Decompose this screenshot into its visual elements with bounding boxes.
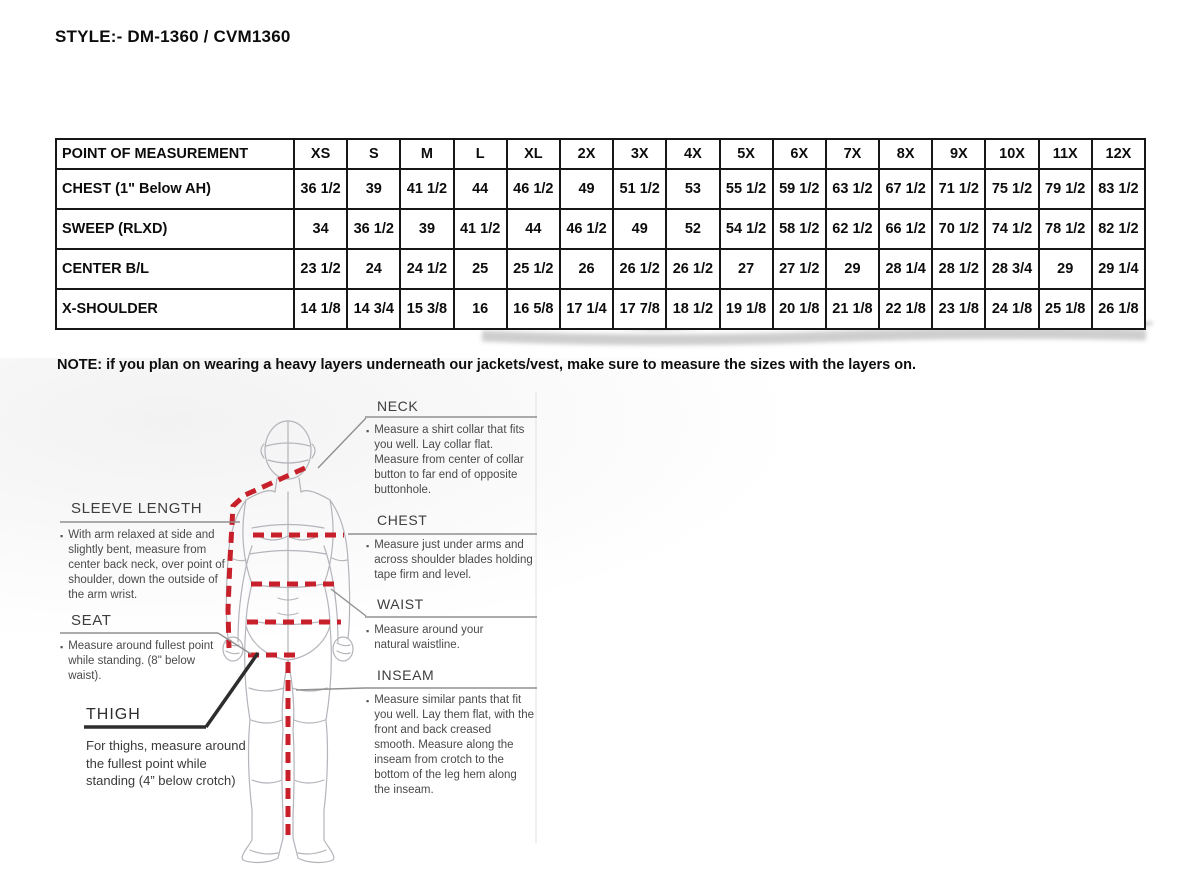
size-column-header: 9X [932,139,985,169]
size-value-cell: 29 1/4 [1092,249,1145,289]
size-value-cell: 62 1/2 [826,209,879,249]
size-value-cell: 24 1/2 [400,249,453,289]
size-value-cell: 53 [666,169,719,209]
size-value-cell: 82 1/2 [1092,209,1145,249]
sleeve-length-heading: SLEEVE LENGTH [71,500,203,517]
size-value-cell: 29 [826,249,879,289]
size-value-cell: 26 [560,249,613,289]
inseam-rule-line [296,688,537,690]
size-value-cell: 52 [666,209,719,249]
size-column-header: 12X [1092,139,1145,169]
row-label: X-SHOULDER [56,289,294,329]
point-of-measurement-header: POINT OF MEASUREMENT [56,139,294,169]
seat-description-text: Measure around fullest point while standing. (8" below waist). [68,640,214,682]
size-value-cell: 25 1/2 [507,249,560,289]
size-value-cell: 49 [613,209,666,249]
table-header-row [56,139,1145,169]
size-column-header: 4X [666,139,719,169]
size-value-cell: 39 [400,209,453,249]
thigh-description [86,737,254,790]
sleeve-length-description [60,528,235,603]
size-value-cell: 49 [560,169,613,209]
size-column-header: 11X [1039,139,1092,169]
size-value-cell: 26 1/8 [1092,289,1145,329]
size-value-cell: 25 1/8 [1039,289,1092,329]
size-value-cell: 20 1/8 [773,289,826,329]
size-column-header: XS [294,139,347,169]
seat-description [60,639,218,684]
table-row [56,289,1145,329]
size-column-header: M [400,139,453,169]
size-value-cell: 70 1/2 [932,209,985,249]
seat-heading: SEAT [71,612,112,629]
bullet-square-icon: ▪ [60,531,64,541]
waist-description-text: Measure around your natural waistline. [374,624,484,651]
inseam-description-text: Measure similar pants that fit you well. Lay them flat, with the front and back creased smooth. Measure along the inseam from crotch to the bottom of the leg hem along the inseam. [374,694,535,796]
size-value-cell: 21 1/8 [826,289,879,329]
inseam-heading: INSEAM [377,667,435,683]
neck-description-text: Measure a shirt collar that fits you well. Lay collar flat. Measure from center of collar button to far end of opposite buttonhole. [374,424,525,496]
size-value-cell: 55 1/2 [720,169,773,209]
chest-description-text: Measure just under arms and across shoulder blades holding tape firm and level. [374,539,533,581]
size-value-cell: 36 1/2 [347,209,400,249]
thigh-heading: THIGH [86,706,141,723]
size-value-cell: 28 1/2 [932,249,985,289]
size-value-cell: 36 1/2 [294,169,347,209]
neck-description [366,423,528,498]
size-value-cell: 14 1/8 [294,289,347,329]
size-value-cell: 46 1/2 [560,209,613,249]
row-label: SWEEP (RLXD) [56,209,294,249]
size-value-cell: 25 [454,249,507,289]
size-value-cell: 46 1/2 [507,169,560,209]
size-value-cell: 41 1/2 [454,209,507,249]
size-value-cell: 54 1/2 [720,209,773,249]
size-value-cell: 24 [347,249,400,289]
size-value-cell: 34 [294,209,347,249]
size-column-header: XL [507,139,560,169]
size-column-header: S [347,139,400,169]
size-value-cell: 23 1/8 [932,289,985,329]
size-value-cell: 44 [454,169,507,209]
bullet-square-icon: ▪ [60,642,64,652]
sleeve-length-description-text: With arm relaxed at side and slightly bent, measure from center back neck, over point of shoulder, down the outside of the arm wrist. [68,529,225,601]
table-row [56,249,1145,289]
thigh-description-text: For thighs, measure around the fullest point while standing (4” below crotch) [86,738,246,789]
size-value-cell: 14 3/4 [347,289,400,329]
size-column-header: 2X [560,139,613,169]
size-value-cell: 28 1/4 [879,249,932,289]
bullet-square-icon: ▪ [366,626,370,636]
size-table [55,138,1146,330]
inseam-description [366,693,534,798]
size-value-cell: 27 1/2 [773,249,826,289]
page-title: STYLE:- DM-1360 / CVM1360 [55,27,291,46]
neck-callout-line [318,418,366,468]
size-value-cell: 15 3/8 [400,289,453,329]
size-value-cell: 44 [507,209,560,249]
size-value-cell: 19 1/8 [720,289,773,329]
neck-heading: NECK [377,398,419,414]
size-value-cell: 59 1/2 [773,169,826,209]
size-value-cell: 75 1/2 [985,169,1038,209]
size-column-header: 5X [720,139,773,169]
size-value-cell: 78 1/2 [1039,209,1092,249]
size-value-cell: 58 1/2 [773,209,826,249]
table-row [56,169,1145,209]
size-value-cell: 22 1/8 [879,289,932,329]
size-column-header: 10X [985,139,1038,169]
size-value-cell: 26 1/2 [666,249,719,289]
size-value-cell: 39 [347,169,400,209]
size-value-cell: 79 1/2 [1039,169,1092,209]
size-value-cell: 41 1/2 [400,169,453,209]
size-value-cell: 18 1/2 [666,289,719,329]
size-value-cell: 24 1/8 [985,289,1038,329]
waist-heading: WAIST [377,596,424,612]
size-column-header: 3X [613,139,666,169]
size-column-header: 6X [773,139,826,169]
chest-description [366,538,536,583]
table-row [56,209,1145,249]
row-label: CENTER B/L [56,249,294,289]
size-value-cell: 27 [720,249,773,289]
size-value-cell: 51 1/2 [613,169,666,209]
size-value-cell: 29 [1039,249,1092,289]
size-value-cell: 26 1/2 [613,249,666,289]
size-value-cell: 16 5/8 [507,289,560,329]
size-value-cell: 28 3/4 [985,249,1038,289]
size-column-header: L [454,139,507,169]
size-column-header: 7X [826,139,879,169]
row-label: CHEST (1" Below AH) [56,169,294,209]
size-value-cell: 16 [454,289,507,329]
chest-heading: CHEST [377,512,428,528]
size-value-cell: 83 1/2 [1092,169,1145,209]
size-value-cell: 17 1/4 [560,289,613,329]
size-column-header: 8X [879,139,932,169]
size-value-cell: 66 1/2 [879,209,932,249]
bullet-square-icon: ▪ [366,426,370,436]
size-value-cell: 74 1/2 [985,209,1038,249]
note-text: NOTE: if you plan on wearing a heavy layers underneath our jackets/vest, make sure to measure the sizes with the layers on. [57,357,917,373]
size-value-cell: 71 1/2 [932,169,985,209]
bullet-square-icon: ▪ [366,696,370,706]
size-value-cell: 67 1/2 [879,169,932,209]
size-value-cell: 23 1/2 [294,249,347,289]
waist-description [366,623,516,653]
size-value-cell: 63 1/2 [826,169,879,209]
size-value-cell: 17 7/8 [613,289,666,329]
bullet-square-icon: ▪ [366,541,370,551]
